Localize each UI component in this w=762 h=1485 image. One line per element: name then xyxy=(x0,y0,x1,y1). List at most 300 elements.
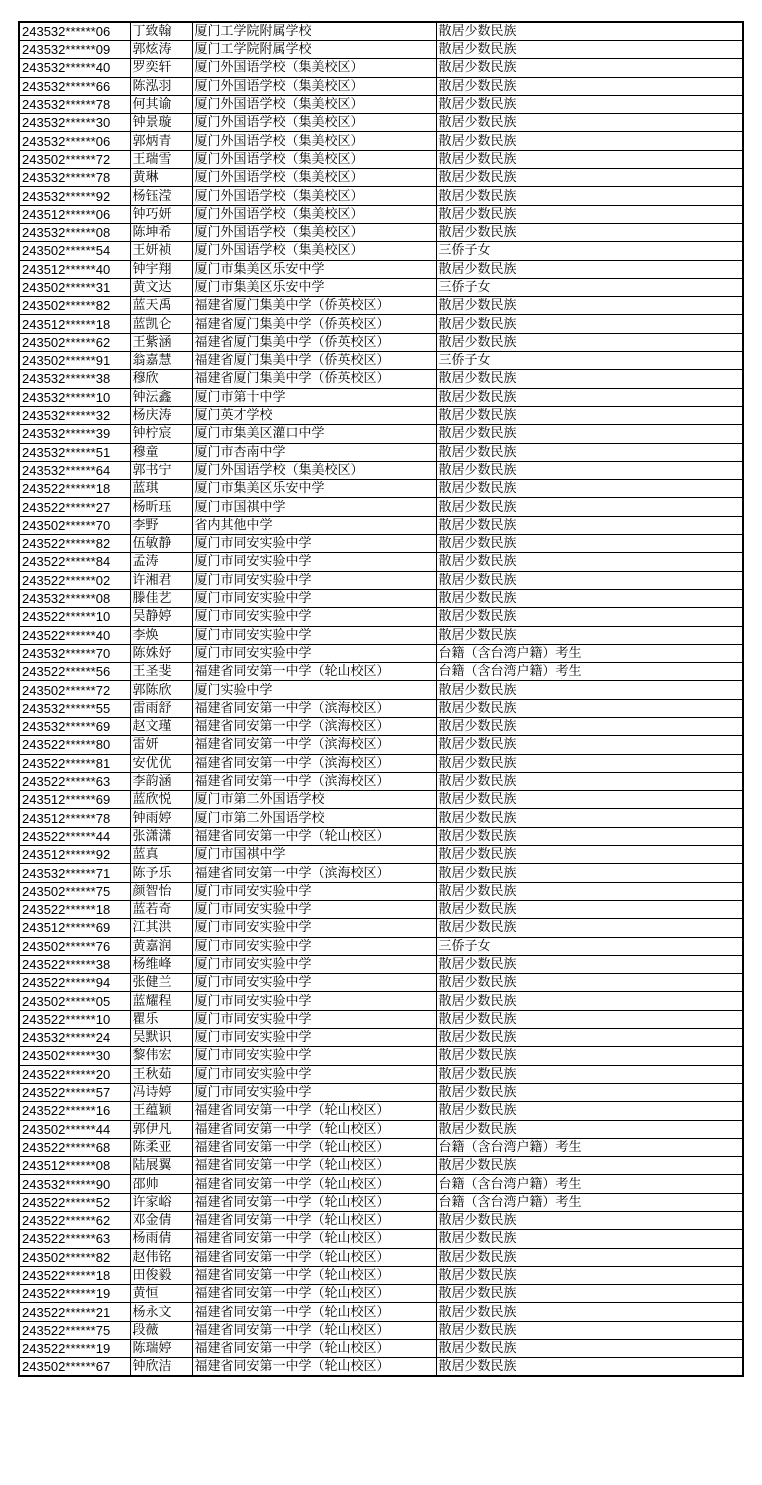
category-cell: 散居少数民族 xyxy=(436,443,743,461)
name-cell: 王圣斐 xyxy=(130,663,192,681)
exam-id-cell: 243522******19 xyxy=(19,1340,130,1358)
category-cell: 散居少数民族 xyxy=(436,1303,743,1321)
name-cell: 陈瑞婷 xyxy=(130,1340,192,1358)
exam-id-cell: 243502******76 xyxy=(19,937,130,955)
table-row xyxy=(19,95,743,113)
school-cell: 厦门市同安实验中学 xyxy=(192,626,436,644)
exam-id-cell: 243512******08 xyxy=(19,1157,130,1175)
exam-id-cell: 243522******10 xyxy=(19,1010,130,1028)
school-cell: 福建省同安第一中学（滨海校区） xyxy=(192,772,436,790)
school-cell: 厦门市国祺中学 xyxy=(192,498,436,516)
category-cell: 散居少数民族 xyxy=(436,205,743,223)
table-row xyxy=(19,919,743,937)
school-cell: 厦门外国语学校（集美校区） xyxy=(192,223,436,241)
school-cell: 福建省同安第一中学（滨海校区） xyxy=(192,699,436,717)
category-cell: 散居少数民族 xyxy=(436,571,743,589)
name-cell: 段薇 xyxy=(130,1321,192,1339)
table-row xyxy=(19,846,743,864)
exam-id-cell: 243522******44 xyxy=(19,827,130,845)
school-cell: 厦门外国语学校（集美校区） xyxy=(192,187,436,205)
category-cell: 散居少数民族 xyxy=(436,132,743,150)
exam-id-cell: 243532******08 xyxy=(19,223,130,241)
exam-id-cell: 243532******39 xyxy=(19,425,130,443)
exam-id-cell: 243522******19 xyxy=(19,1285,130,1303)
table-row xyxy=(19,772,743,790)
name-cell: 许家峪 xyxy=(130,1193,192,1211)
exam-id-cell: 243502******75 xyxy=(19,882,130,900)
name-cell: 邓金倩 xyxy=(130,1212,192,1230)
table-row xyxy=(19,1083,743,1101)
category-cell: 散居少数民族 xyxy=(436,406,743,424)
name-cell: 冯诗婷 xyxy=(130,1083,192,1101)
school-cell: 福建省同安第一中学（轮山校区） xyxy=(192,1285,436,1303)
table-row xyxy=(19,77,743,95)
table-row xyxy=(19,480,743,498)
exam-id-cell: 243502******54 xyxy=(19,242,130,260)
school-cell: 厦门市同安实验中学 xyxy=(192,553,436,571)
school-cell: 福建省同安第一中学（滨海校区） xyxy=(192,864,436,882)
category-cell: 散居少数民族 xyxy=(436,1157,743,1175)
exam-id-cell: 243532******69 xyxy=(19,717,130,735)
school-cell: 福建省同安第一中学（轮山校区） xyxy=(192,1266,436,1284)
name-cell: 李韵涵 xyxy=(130,772,192,790)
name-cell: 穆童 xyxy=(130,443,192,461)
school-cell: 福建省同安第一中学（轮山校区） xyxy=(192,1340,436,1358)
name-cell: 蓝欣悦 xyxy=(130,791,192,809)
category-cell: 散居少数民族 xyxy=(436,553,743,571)
table-row xyxy=(19,937,743,955)
table-row xyxy=(19,1248,743,1266)
school-cell: 厦门市同安实验中学 xyxy=(192,589,436,607)
school-cell: 福建省同安第一中学（轮山校区） xyxy=(192,1321,436,1339)
exam-id-cell: 243532******78 xyxy=(19,95,130,113)
table-row xyxy=(19,827,743,845)
school-cell: 厦门市同安实验中学 xyxy=(192,992,436,1010)
exam-id-cell: 243502******72 xyxy=(19,681,130,699)
school-cell: 福建省同安第一中学（轮山校区） xyxy=(192,1193,436,1211)
school-cell: 厦门外国语学校（集美校区） xyxy=(192,132,436,150)
table-row xyxy=(19,809,743,827)
name-cell: 滕佳艺 xyxy=(130,589,192,607)
exam-id-cell: 243522******52 xyxy=(19,1193,130,1211)
school-cell: 福建省厦门集美中学（侨英校区） xyxy=(192,315,436,333)
name-cell: 蓝若奇 xyxy=(130,900,192,918)
category-cell: 散居少数民族 xyxy=(436,169,743,187)
name-cell: 郭书宁 xyxy=(130,461,192,479)
category-cell: 散居少数民族 xyxy=(436,1248,743,1266)
table-row xyxy=(19,1303,743,1321)
school-cell: 省内其他中学 xyxy=(192,516,436,534)
school-cell: 厦门市集美区灌口中学 xyxy=(192,425,436,443)
table-row xyxy=(19,644,743,662)
table-row xyxy=(19,589,743,607)
exam-id-cell: 243502******62 xyxy=(19,333,130,351)
category-cell: 散居少数民族 xyxy=(436,827,743,845)
category-cell: 散居少数民族 xyxy=(436,1266,743,1284)
category-cell: 散居少数民族 xyxy=(436,535,743,553)
category-cell: 散居少数民族 xyxy=(436,626,743,644)
school-cell: 福建省同安第一中学（轮山校区） xyxy=(192,1230,436,1248)
category-cell: 散居少数民族 xyxy=(436,370,743,388)
name-cell: 李野 xyxy=(130,516,192,534)
exam-id-cell: 243502******70 xyxy=(19,516,130,534)
school-cell: 厦门市同安实验中学 xyxy=(192,608,436,626)
table-row xyxy=(19,882,743,900)
exam-id-cell: 243522******18 xyxy=(19,1266,130,1284)
exam-id-cell: 243532******30 xyxy=(19,114,130,132)
exam-id-cell: 243532******92 xyxy=(19,187,130,205)
name-cell: 郭陈欣 xyxy=(130,681,192,699)
name-cell: 吴静婷 xyxy=(130,608,192,626)
name-cell: 杨昕珏 xyxy=(130,498,192,516)
category-cell: 散居少数民族 xyxy=(436,480,743,498)
table-row xyxy=(19,150,743,168)
category-cell: 散居少数民族 xyxy=(436,1047,743,1065)
exam-id-cell: 243522******27 xyxy=(19,498,130,516)
category-cell: 散居少数民族 xyxy=(436,1029,743,1047)
school-cell: 厦门市同安实验中学 xyxy=(192,1083,436,1101)
exam-id-cell: 243522******80 xyxy=(19,736,130,754)
name-cell: 安优优 xyxy=(130,754,192,772)
table-row xyxy=(19,1010,743,1028)
table-row xyxy=(19,1340,743,1358)
table-row xyxy=(19,352,743,370)
table-row xyxy=(19,992,743,1010)
school-cell: 福建省同安第一中学（轮山校区） xyxy=(192,1175,436,1193)
exam-id-cell: 243522******21 xyxy=(19,1303,130,1321)
exam-id-cell: 243522******10 xyxy=(19,608,130,626)
name-cell: 雷雨舒 xyxy=(130,699,192,717)
exam-id-cell: 243512******69 xyxy=(19,791,130,809)
exam-id-cell: 243522******75 xyxy=(19,1321,130,1339)
name-cell: 蓝天禹 xyxy=(130,297,192,315)
table-row xyxy=(19,406,743,424)
name-cell: 陆展翼 xyxy=(130,1157,192,1175)
exam-id-cell: 243522******63 xyxy=(19,1230,130,1248)
school-cell: 厦门外国语学校（集美校区） xyxy=(192,205,436,223)
category-cell: 散居少数民族 xyxy=(436,608,743,626)
name-cell: 陈予乐 xyxy=(130,864,192,882)
name-cell: 王妍祯 xyxy=(130,242,192,260)
exam-id-cell: 243512******92 xyxy=(19,846,130,864)
exam-id-cell: 243532******08 xyxy=(19,589,130,607)
name-cell: 张潇潇 xyxy=(130,827,192,845)
table-row xyxy=(19,553,743,571)
exam-id-cell: 243522******56 xyxy=(19,663,130,681)
exam-id-cell: 243522******18 xyxy=(19,480,130,498)
category-cell: 散居少数民族 xyxy=(436,1120,743,1138)
category-cell: 散居少数民族 xyxy=(436,498,743,516)
category-cell: 散居少数民族 xyxy=(436,95,743,113)
name-cell: 江其洪 xyxy=(130,919,192,937)
name-cell: 钟柠宸 xyxy=(130,425,192,443)
table-row xyxy=(19,1065,743,1083)
table-row xyxy=(19,223,743,241)
name-cell: 蓝琪 xyxy=(130,480,192,498)
school-cell: 厦门市同安实验中学 xyxy=(192,955,436,973)
name-cell: 陈姝妤 xyxy=(130,644,192,662)
category-cell: 散居少数民族 xyxy=(436,717,743,735)
school-cell: 福建省厦门集美中学（侨英校区） xyxy=(192,333,436,351)
table-row xyxy=(19,1193,743,1211)
exam-id-cell: 243522******20 xyxy=(19,1065,130,1083)
table-row xyxy=(19,59,743,77)
exam-id-cell: 243502******82 xyxy=(19,1248,130,1266)
name-cell: 孟涛 xyxy=(130,553,192,571)
exam-id-cell: 243522******81 xyxy=(19,754,130,772)
table-row xyxy=(19,22,743,41)
exam-id-cell: 243512******78 xyxy=(19,809,130,827)
table-row xyxy=(19,278,743,296)
exam-id-cell: 243502******31 xyxy=(19,278,130,296)
category-cell: 散居少数民族 xyxy=(436,1083,743,1101)
category-cell: 散居少数民族 xyxy=(436,22,743,41)
category-cell: 三侨子女 xyxy=(436,352,743,370)
category-cell: 散居少数民族 xyxy=(436,1010,743,1028)
school-cell: 福建省厦门集美中学（侨英校区） xyxy=(192,370,436,388)
name-cell: 杨庆涛 xyxy=(130,406,192,424)
name-cell: 黎伟宏 xyxy=(130,1047,192,1065)
exam-id-cell: 243532******55 xyxy=(19,699,130,717)
name-cell: 赵伟铭 xyxy=(130,1248,192,1266)
exam-id-cell: 243502******91 xyxy=(19,352,130,370)
category-cell: 台籍（含台湾户籍）考生 xyxy=(436,1138,743,1156)
category-cell: 散居少数民族 xyxy=(436,736,743,754)
exam-id-cell: 243532******32 xyxy=(19,406,130,424)
exam-id-cell: 243512******06 xyxy=(19,205,130,223)
exam-id-cell: 243532******06 xyxy=(19,22,130,41)
table-row xyxy=(19,425,743,443)
category-cell: 散居少数民族 xyxy=(436,1212,743,1230)
category-cell: 三侨子女 xyxy=(436,937,743,955)
school-cell: 福建省同安第一中学（轮山校区） xyxy=(192,1248,436,1266)
table-row xyxy=(19,498,743,516)
school-cell: 福建省同安第一中学（轮山校区） xyxy=(192,827,436,845)
school-cell: 厦门市第二外国语学校 xyxy=(192,791,436,809)
category-cell: 散居少数民族 xyxy=(436,223,743,241)
category-cell: 散居少数民族 xyxy=(436,297,743,315)
exam-id-cell: 243512******69 xyxy=(19,919,130,937)
name-cell: 伍敏静 xyxy=(130,535,192,553)
exam-id-cell: 243532******24 xyxy=(19,1029,130,1047)
table-row xyxy=(19,1321,743,1339)
table-row xyxy=(19,626,743,644)
table-row xyxy=(19,1157,743,1175)
exam-id-cell: 243522******63 xyxy=(19,772,130,790)
school-cell: 厦门市同安实验中学 xyxy=(192,974,436,992)
exam-id-cell: 243532******66 xyxy=(19,77,130,95)
name-cell: 何其谕 xyxy=(130,95,192,113)
name-cell: 王紫涵 xyxy=(130,333,192,351)
table-row xyxy=(19,461,743,479)
school-cell: 厦门市同安实验中学 xyxy=(192,535,436,553)
school-cell: 厦门市同安实验中学 xyxy=(192,919,436,937)
name-cell: 钟雨婷 xyxy=(130,809,192,827)
table-row xyxy=(19,1102,743,1120)
school-cell: 福建省同安第一中学（滨海校区） xyxy=(192,736,436,754)
exam-id-cell: 243522******82 xyxy=(19,535,130,553)
category-cell: 散居少数民族 xyxy=(436,699,743,717)
name-cell: 黄嘉润 xyxy=(130,937,192,955)
school-cell: 厦门市第二外国语学校 xyxy=(192,809,436,827)
name-cell: 李焕 xyxy=(130,626,192,644)
table-row xyxy=(19,132,743,150)
school-cell: 福建省厦门集美中学（侨英校区） xyxy=(192,297,436,315)
table-row xyxy=(19,1212,743,1230)
exam-id-cell: 243512******18 xyxy=(19,315,130,333)
school-cell: 厦门外国语学校（集美校区） xyxy=(192,150,436,168)
exam-id-cell: 243522******38 xyxy=(19,955,130,973)
exam-id-cell: 243522******02 xyxy=(19,571,130,589)
school-cell: 厦门市集美区乐安中学 xyxy=(192,480,436,498)
name-cell: 郭炫涛 xyxy=(130,41,192,59)
school-cell: 福建省同安第一中学（轮山校区） xyxy=(192,1102,436,1120)
table-row xyxy=(19,1047,743,1065)
category-cell: 散居少数民族 xyxy=(436,846,743,864)
category-cell: 散居少数民族 xyxy=(436,461,743,479)
name-cell: 蓝真 xyxy=(130,846,192,864)
category-cell: 散居少数民族 xyxy=(436,809,743,827)
category-cell: 散居少数民族 xyxy=(436,1358,743,1377)
table-row xyxy=(19,681,743,699)
table-row xyxy=(19,1285,743,1303)
category-cell: 散居少数民族 xyxy=(436,187,743,205)
category-cell: 散居少数民族 xyxy=(436,754,743,772)
exam-id-cell: 243532******06 xyxy=(19,132,130,150)
category-cell: 散居少数民族 xyxy=(436,681,743,699)
table-row xyxy=(19,571,743,589)
table-row xyxy=(19,187,743,205)
exam-id-cell: 243532******71 xyxy=(19,864,130,882)
exam-id-cell: 243522******40 xyxy=(19,626,130,644)
school-cell: 厦门市同安实验中学 xyxy=(192,1010,436,1028)
table-row xyxy=(19,1138,743,1156)
exam-id-cell: 243522******68 xyxy=(19,1138,130,1156)
category-cell: 台籍（含台湾户籍）考生 xyxy=(436,1175,743,1193)
category-cell: 台籍（含台湾户籍）考生 xyxy=(436,1193,743,1211)
name-cell: 钟景璇 xyxy=(130,114,192,132)
name-cell: 黄恒 xyxy=(130,1285,192,1303)
category-cell: 散居少数民族 xyxy=(436,772,743,790)
name-cell: 赵文瑾 xyxy=(130,717,192,735)
exam-id-cell: 243502******82 xyxy=(19,297,130,315)
table-row xyxy=(19,114,743,132)
school-cell: 福建省同安第一中学（轮山校区） xyxy=(192,663,436,681)
table-row xyxy=(19,535,743,553)
school-cell: 厦门外国语学校（集美校区） xyxy=(192,77,436,95)
exam-id-cell: 243522******18 xyxy=(19,900,130,918)
category-cell: 散居少数民族 xyxy=(436,1340,743,1358)
exam-id-cell: 243502******72 xyxy=(19,150,130,168)
table-row xyxy=(19,370,743,388)
school-cell: 厦门市国祺中学 xyxy=(192,846,436,864)
school-cell: 福建省厦门集美中学（侨英校区） xyxy=(192,352,436,370)
name-cell: 钟欣洁 xyxy=(130,1358,192,1377)
name-cell: 蓝耀程 xyxy=(130,992,192,1010)
table-row xyxy=(19,717,743,735)
category-cell: 散居少数民族 xyxy=(436,260,743,278)
name-cell: 罗奕轩 xyxy=(130,59,192,77)
category-cell: 散居少数民族 xyxy=(436,516,743,534)
student-list-table xyxy=(18,21,744,1377)
table-body xyxy=(19,22,743,1376)
name-cell: 瞿乐 xyxy=(130,1010,192,1028)
name-cell: 钟宇翔 xyxy=(130,260,192,278)
category-cell: 散居少数民族 xyxy=(436,315,743,333)
name-cell: 杨钰滢 xyxy=(130,187,192,205)
exam-id-cell: 243502******44 xyxy=(19,1120,130,1138)
category-cell: 散居少数民族 xyxy=(436,1285,743,1303)
school-cell: 厦门外国语学校（集美校区） xyxy=(192,169,436,187)
category-cell: 台籍（含台湾户籍）考生 xyxy=(436,663,743,681)
exam-id-cell: 243502******05 xyxy=(19,992,130,1010)
category-cell: 散居少数民族 xyxy=(436,59,743,77)
exam-id-cell: 243502******67 xyxy=(19,1358,130,1377)
table-row xyxy=(19,736,743,754)
exam-id-cell: 243522******94 xyxy=(19,974,130,992)
school-cell: 厦门外国语学校（集美校区） xyxy=(192,461,436,479)
school-cell: 厦门市同安实验中学 xyxy=(192,1029,436,1047)
name-cell: 邵帅 xyxy=(130,1175,192,1193)
category-cell: 散居少数民族 xyxy=(436,333,743,351)
table-row xyxy=(19,205,743,223)
school-cell: 厦门外国语学校（集美校区） xyxy=(192,59,436,77)
school-cell: 厦门市同安实验中学 xyxy=(192,900,436,918)
name-cell: 钟沄鑫 xyxy=(130,388,192,406)
category-cell: 散居少数民族 xyxy=(436,425,743,443)
table-row xyxy=(19,1358,743,1377)
name-cell: 翁嘉慧 xyxy=(130,352,192,370)
category-cell: 散居少数民族 xyxy=(436,150,743,168)
table-row xyxy=(19,1175,743,1193)
school-cell: 福建省同安第一中学（轮山校区） xyxy=(192,1157,436,1175)
school-cell: 厦门市集美区乐安中学 xyxy=(192,260,436,278)
category-cell: 散居少数民族 xyxy=(436,919,743,937)
category-cell: 散居少数民族 xyxy=(436,955,743,973)
table-row xyxy=(19,791,743,809)
category-cell: 散居少数民族 xyxy=(436,77,743,95)
table-row xyxy=(19,900,743,918)
table-row xyxy=(19,242,743,260)
name-cell: 陈柔亚 xyxy=(130,1138,192,1156)
exam-id-cell: 243532******51 xyxy=(19,443,130,461)
category-cell: 散居少数民族 xyxy=(436,900,743,918)
name-cell: 郭炳青 xyxy=(130,132,192,150)
name-cell: 陈坤希 xyxy=(130,223,192,241)
table-row xyxy=(19,864,743,882)
exam-id-cell: 243522******16 xyxy=(19,1102,130,1120)
table-row xyxy=(19,333,743,351)
table-row xyxy=(19,663,743,681)
school-cell: 厦门市同安实验中学 xyxy=(192,1047,436,1065)
category-cell: 三侨子女 xyxy=(436,278,743,296)
name-cell: 杨永文 xyxy=(130,1303,192,1321)
category-cell: 散居少数民族 xyxy=(436,864,743,882)
name-cell: 郭伊凡 xyxy=(130,1120,192,1138)
name-cell: 杨雨倩 xyxy=(130,1230,192,1248)
name-cell: 王秋茹 xyxy=(130,1065,192,1083)
category-cell: 散居少数民族 xyxy=(436,1065,743,1083)
exam-id-cell: 243532******78 xyxy=(19,169,130,187)
name-cell: 吴默识 xyxy=(130,1029,192,1047)
name-cell: 颜智怡 xyxy=(130,882,192,900)
school-cell: 厦门工学院附属学校 xyxy=(192,22,436,41)
school-cell: 福建省同安第一中学（轮山校区） xyxy=(192,1120,436,1138)
table-row xyxy=(19,315,743,333)
school-cell: 福建省同安第一中学（轮山校区） xyxy=(192,1138,436,1156)
name-cell: 黄琳 xyxy=(130,169,192,187)
school-cell: 福建省同安第一中学（轮山校区） xyxy=(192,1212,436,1230)
